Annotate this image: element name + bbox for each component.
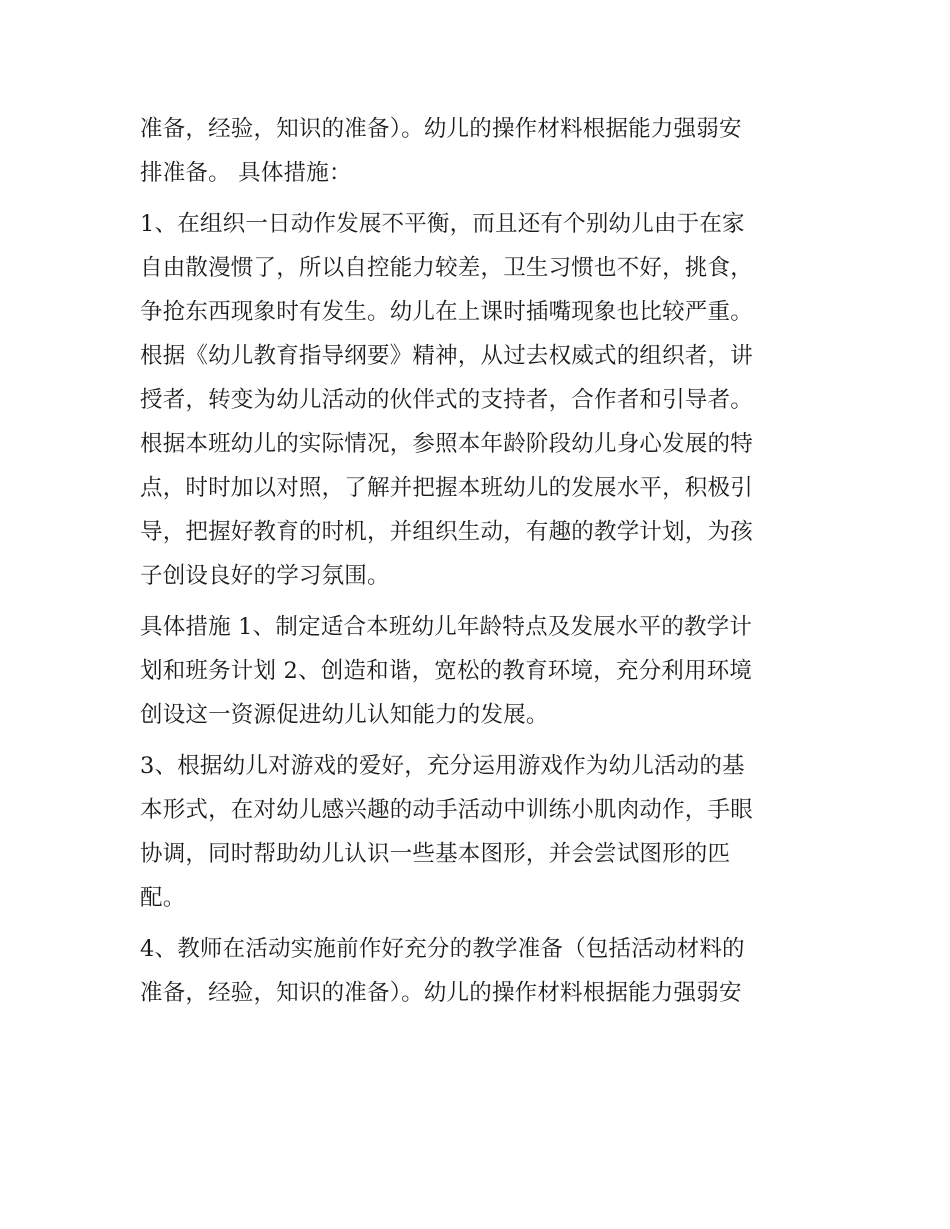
text-line: 划和班务计划 2、创造和谐，宽松的教育环境，充分利用环境 — [140, 658, 753, 684]
text-line: 具体措施 1、制定适合本班幼儿年龄特点及发展水平的教学计 — [140, 614, 753, 640]
text-line: 根据本班幼儿的实际情况，参照本年龄阶段幼儿身心发展的特 — [140, 431, 753, 457]
text-line: 排准备。 具体措施： — [140, 160, 352, 186]
text-line: 自由散漫惯了，所以自控能力较差，卫生习惯也不好，挑食， — [140, 255, 753, 281]
text-line: 授者，转变为幼儿活动的伙伴式的支持者，合作者和引导者。 — [140, 387, 753, 413]
text-line: 争抢东西现象时有发生。幼儿在上课时插嘴现象也比较严重。 — [140, 299, 753, 325]
paragraph-preparation — [140, 107, 820, 195]
text-line: 协调，同时帮助幼儿认识一些基本图形，并会尝试图形的匹 — [140, 841, 731, 867]
paragraph-measure-3 — [140, 744, 820, 920]
text-line: 4、教师在活动实施前作好充分的教学准备（包括活动材料的 — [140, 936, 745, 962]
text-line: 1、在组织一日动作发展不平衡，而且还有个别幼儿由于在家 — [140, 211, 745, 237]
text-line: 根据《幼儿教育指导纲要》精神，从过去权威式的组织者，讲 — [140, 343, 753, 369]
text-line: 导，把握好教育的时机，并组织生动，有趣的教学计划，为孩 — [140, 519, 753, 545]
text-line: 子创设良好的学习氛围。 — [140, 563, 390, 589]
document-body — [140, 107, 820, 1022]
paragraph-measure-4 — [140, 927, 820, 1015]
text-line: 本形式，在对幼儿感兴趣的动手活动中训练小肌肉动作，手眼 — [140, 797, 753, 823]
text-line: 准备，经验，知识的准备）。幼儿的操作材料根据能力强弱安 — [140, 980, 742, 1006]
text-line: 准备，经验，知识的准备）。幼儿的操作材料根据能力强弱安 — [140, 116, 742, 142]
text-line: 3、根据幼儿对游戏的爱好，充分运用游戏作为幼儿活动的基 — [140, 753, 745, 779]
text-line: 点，时时加以对照，了解并把握本班幼儿的发展水平，积极引 — [140, 475, 753, 501]
paragraph-measure-1 — [140, 202, 820, 598]
paragraph-measure-plan — [140, 605, 820, 737]
text-line: 创设这一资源促进幼儿认知能力的发展。 — [140, 702, 549, 728]
text-line: 配。 — [140, 885, 186, 911]
